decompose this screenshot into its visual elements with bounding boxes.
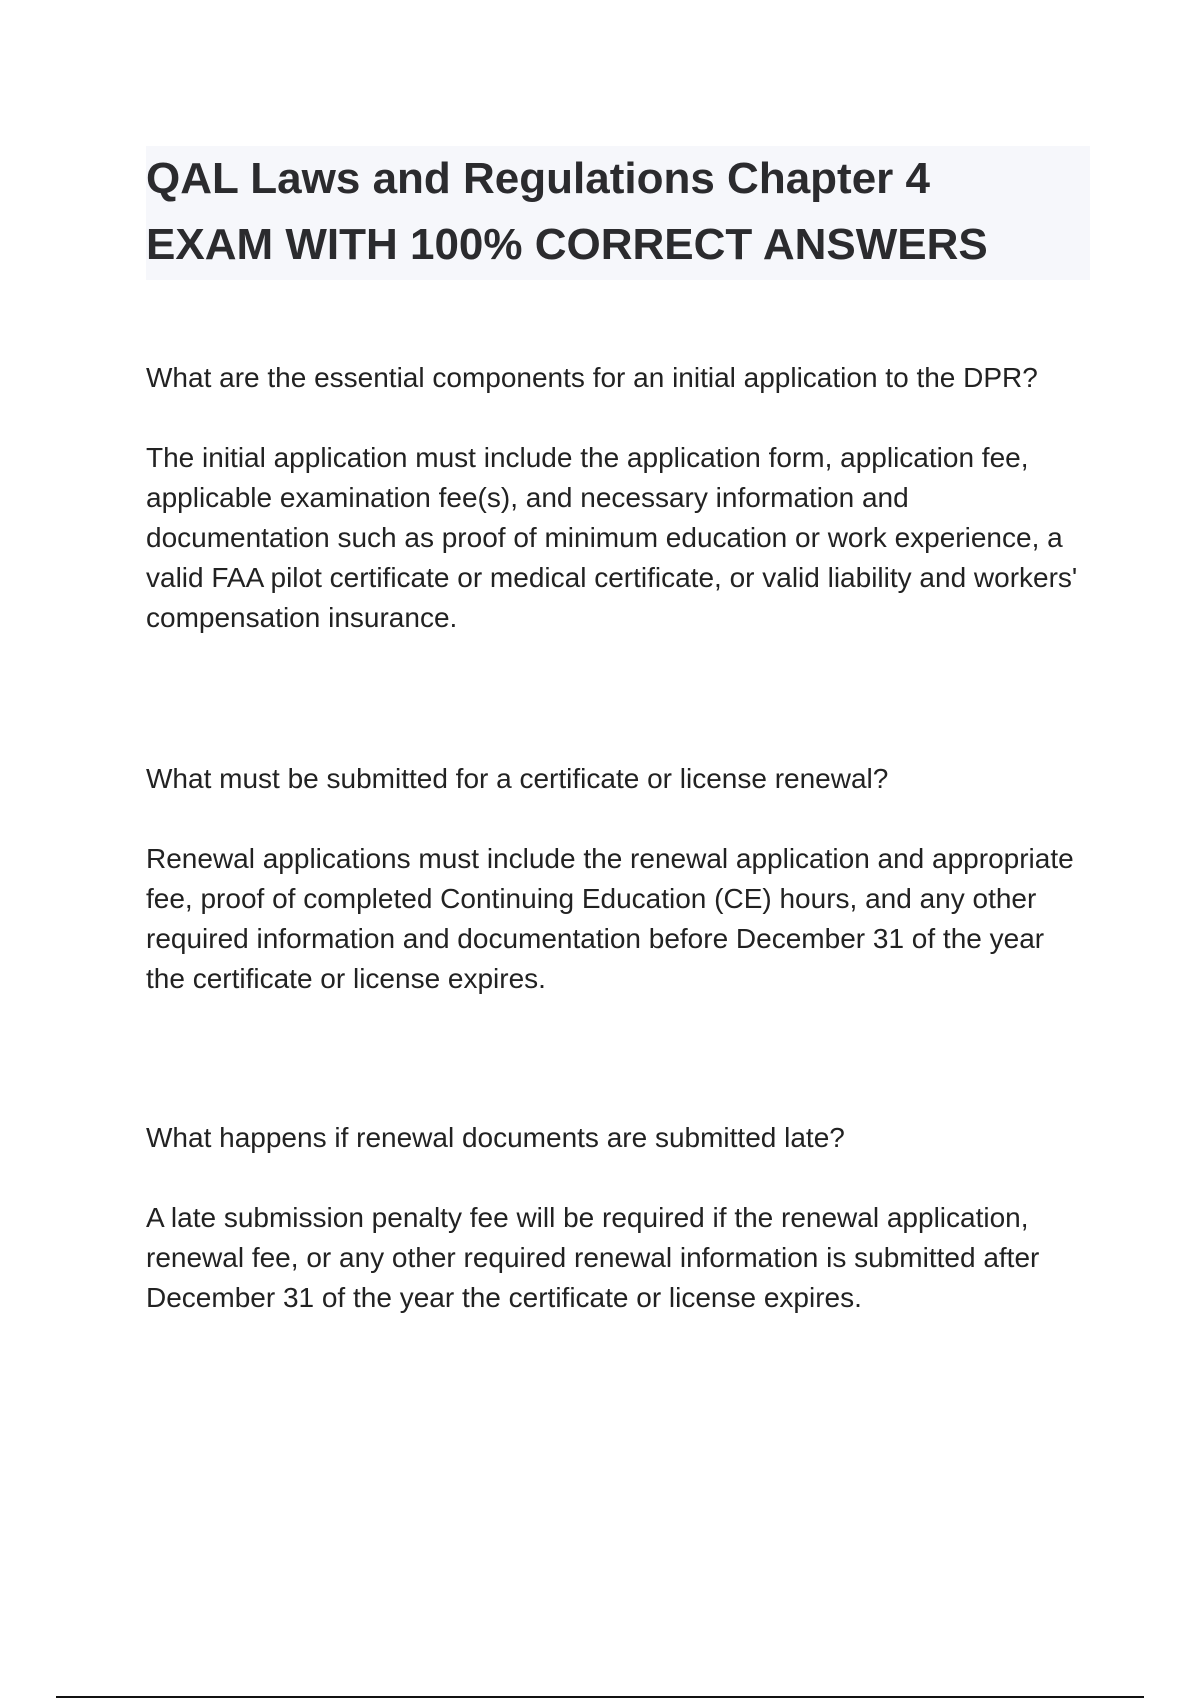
- qa-item: [146, 759, 1086, 999]
- question-text: What are the essential components for an initial application to the DPR?: [146, 362, 1038, 393]
- title-line-2: EXAM WITH 100% CORRECT ANSWERS: [146, 220, 988, 269]
- qa-item: [146, 358, 1086, 638]
- answer-text: Renewal applications must include the renewal application and appropriate fee, proof of completed Continuing Education (CE) hours, and any other required information and documentation before December 31 of the year the certificate or license expires.: [146, 843, 1074, 994]
- answer-text: A late submission penalty fee will be required if the renewal application, renewal fee, or any other required renewal information is submitted after December 31 of the year the certificate or license expires.: [146, 1202, 1040, 1313]
- qa-item: [146, 1118, 1086, 1318]
- question-text: What must be submitted for a certificate or license renewal?: [146, 763, 889, 794]
- title-line-1: QAL Laws and Regulations Chapter 4: [146, 154, 930, 203]
- document-title: [146, 146, 1090, 280]
- answer-text: The initial application must include the application form, application fee, applicable examination fee(s), and necessary information and documentation such as proof of minimum education or work experience, a valid FAA pilot certificate or medical certificate, or valid liability and workers' compensation insurance.: [146, 442, 1078, 633]
- question-text: What happens if renewal documents are submitted late?: [146, 1122, 845, 1153]
- footer-divider: [56, 1696, 1144, 1698]
